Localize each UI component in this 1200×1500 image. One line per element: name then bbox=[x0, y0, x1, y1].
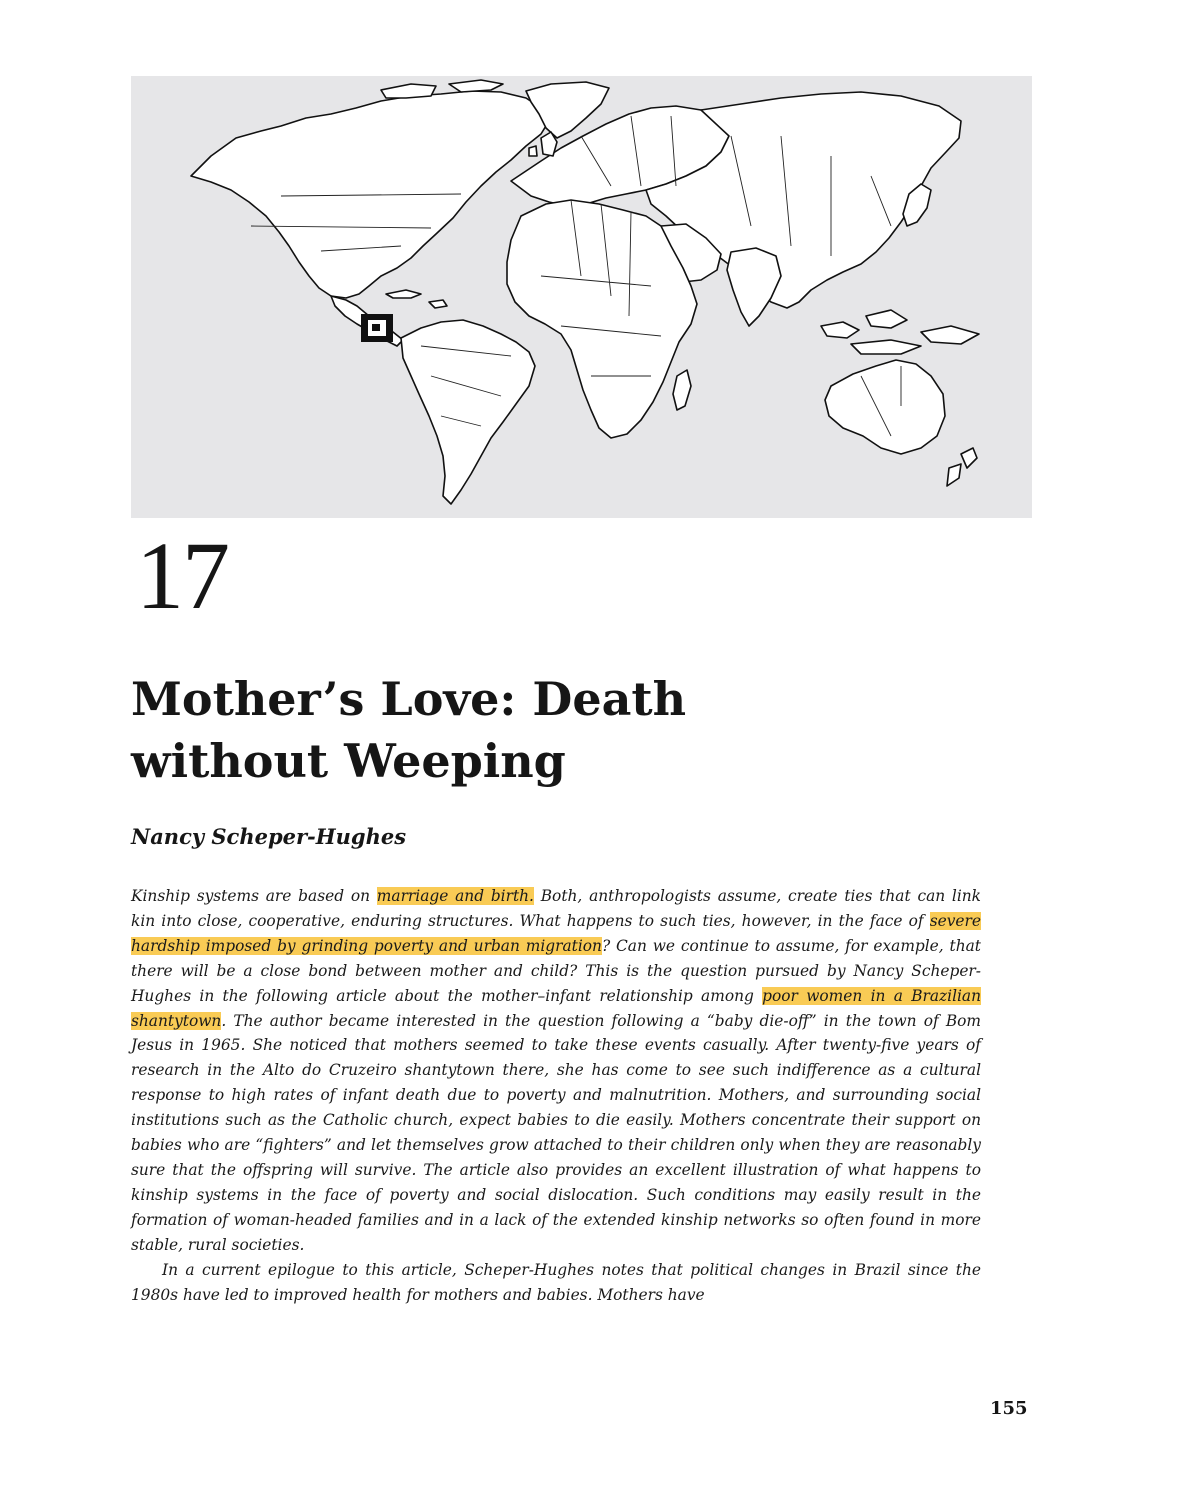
intro-text-segment: . The author became interested in the question following a “baby die-off” in the town of Bom Jesus in 1965. She noticed that mothers seemed to take these events casually. After twenty-five years of research in the Alto do Cruzeiro shantytown there, she has come to see such indifference as a cultural response to high rates of infant death due to poverty and malnutrition. Mothers, and surrounding social institutions such as the Catholic church, expect babies to die easily. Mothers concentrate their support on babies who are “fighters” and let themselves grow attached to their children only when they are reasonably sure that the offspring will survive. The article also provides an excellent illustration of what happens to kinship systems in the face of poverty and social dislocation. Such conditions may easily result in the formation of woman-headed families and in a lack of the extended kinship networks so often found in more stable, rural societies. bbox=[131, 1011, 981, 1254]
intro-text-segment: Both, anthropologists assume, create ties that can link kin into close, cooperative, enduring structures. What happens to such ties, however, in the face of bbox=[131, 887, 982, 930]
intro-text-segment: ? Can we continue to assume, for example, that there will be a close bond between mother and child? This is the question pursued by Nancy Scheper-Hughes in the following article about the mother–infant relationship among bbox=[131, 936, 981, 1005]
chapter-introduction bbox=[131, 884, 981, 1307]
author-name: Nancy Scheper-Hughes bbox=[131, 824, 407, 849]
chapter-title-line-1: Mother’s Love: Death bbox=[131, 672, 687, 726]
india-landmass bbox=[727, 248, 781, 326]
highlighted-text: marriage and birth. bbox=[376, 887, 534, 905]
intro-text-segment: Kinship systems are based on bbox=[131, 887, 377, 905]
southeast-asia-islands bbox=[821, 310, 979, 354]
south-america-landmass bbox=[401, 320, 535, 504]
chapter-title-line-2: without Weeping bbox=[131, 734, 566, 788]
page-number: 155 bbox=[990, 1398, 1028, 1419]
north-america-landmass bbox=[191, 91, 549, 298]
australia-landmass bbox=[825, 360, 945, 454]
highlighted-text: severe hardship imposed by grinding poverty and urban migration bbox=[131, 911, 981, 955]
world-map-svg bbox=[131, 76, 1032, 518]
highlighted-text: poor women in a Brazilian shantytown bbox=[131, 986, 982, 1030]
chapter-title bbox=[131, 668, 931, 792]
chapter-number: 17 bbox=[136, 522, 228, 629]
intro-paragraph-1 bbox=[131, 884, 981, 1258]
madagascar bbox=[673, 370, 691, 410]
new-zealand bbox=[947, 448, 977, 486]
world-map bbox=[131, 76, 1032, 518]
caribbean-islands bbox=[386, 290, 447, 308]
location-square-icon bbox=[361, 314, 393, 342]
intro-paragraph-2: In a current epilogue to this article, Scheper-Hughes notes that political changes in Brazil since the 1980s have led to improved health for mothers and babies. Mothers have bbox=[131, 1260, 981, 1304]
